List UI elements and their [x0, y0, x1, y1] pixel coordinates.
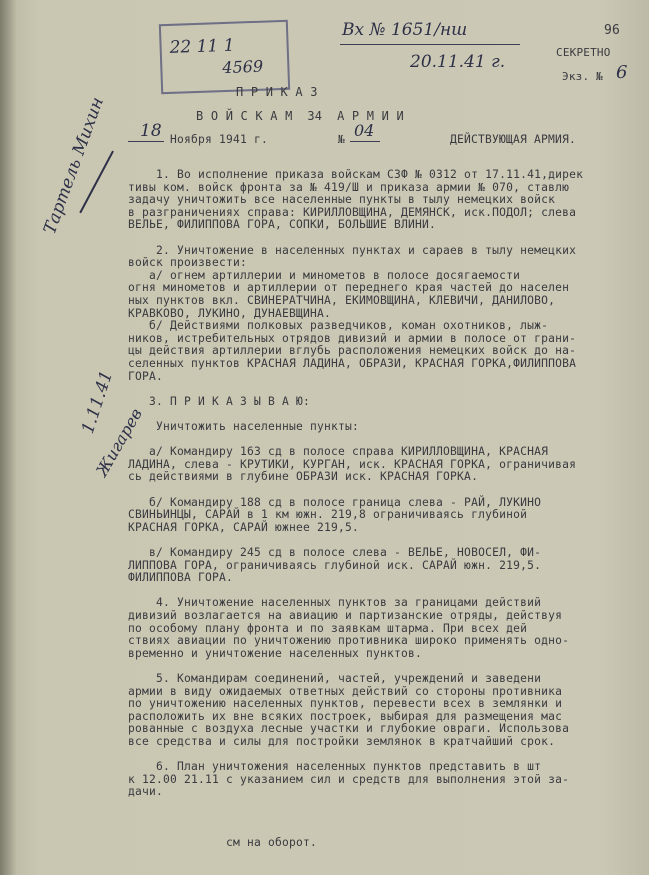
text-line: сь действиями в глубине ОБРАЗИ иск. КРАСНАЯ ГОРКА.: [128, 470, 479, 484]
text-line: армии в виду ожидаемых ответных действий со стороны противника: [128, 684, 563, 698]
text-line: тивы ком. войск фронта за № 419/Ш и приказа армии № 070, ставлю: [128, 180, 570, 194]
text-line: ГОРА.: [128, 369, 164, 383]
text-line: а/ Командиру 163 сд в полосе справа КИРИЛЛОВЩИНА, КРАСНАЯ: [128, 445, 549, 459]
text-line: 5. Командирам соединений, частей, учреждений и заведени: [128, 672, 542, 685]
text-line: см на оборот.: [128, 835, 318, 849]
binding-edge: [0, 0, 16, 875]
text-line: 6. План уничтожения населенных пунктов представить в шт: [128, 760, 542, 774]
copy-label: Экз. №: [562, 70, 603, 83]
text-line: селенных пунктов КРАСНАЯ ЛАДИНА, ОБРАЗИ, КРАСНАЯ ГОРКА,ФИЛИППОВА: [128, 357, 577, 370]
text-line: цы действия артиллерии вглубь расположения немецких войск до на-: [128, 344, 577, 358]
text-line: КРАВКОВО, ЛУКИНО, ДУНАЕВЩИНА.: [128, 306, 332, 320]
text-line: 2. Уничтожение в населенных пунктах и сараев в тылу немецких: [128, 243, 577, 257]
page-number: 96: [604, 23, 621, 38]
incoming-date: 20.11.41 г.: [410, 52, 506, 72]
text-line: КРАСНАЯ ГОРКА, САРАЙ южнее 219,5.: [128, 520, 360, 534]
text-line: дивизий возлагается на авиацию и партизанские отряды, действуя: [128, 609, 563, 622]
document-title: П Р И К А З: [236, 85, 318, 99]
order-month: Ноября 1941 г.: [170, 133, 269, 146]
day-underline: [128, 141, 164, 142]
text-line: СВИНЬИНЦЫ, САРАЙ в 1 км южн. 219,8 ограничиваясь глубиной: [128, 508, 528, 522]
number-underline: [350, 141, 380, 142]
stamp-date: 22 11 1: [169, 35, 235, 58]
copy-number: 6: [616, 62, 628, 83]
text-line: 1. Во исполнение приказа войскам СЗФ № 0312 от 17.11.41,дирек: [128, 168, 584, 181]
text-line: в/ Командиру 245 сд в полосе слева - ВЕЛЬЕ, НОВОСЕЛ, ФИ-: [128, 546, 542, 559]
text-line: ФИЛИППОВА ГОРА.: [128, 571, 234, 585]
text-line: все средства и силы для постройки землянок в кратчайший срок.: [128, 735, 556, 748]
text-line: временно и уничтожение населенных пунктов.: [128, 646, 423, 660]
text-line: рованные с воздуха лесные участки и глубокие овраги. Использова: [128, 722, 570, 736]
text-line: войск произвести:: [128, 256, 248, 270]
text-line: 4. Уничтожение населенных пунктов за границами действий: [128, 596, 542, 610]
text-line: Уничтожить населенные пункты:: [128, 420, 360, 433]
margin-signature-top: Тартель Михин: [40, 94, 109, 237]
margin-signature-bottom: Жигарев: [92, 405, 146, 480]
text-line: задачу уничтожить все населенные пункты в тылу немецких войск: [128, 193, 556, 207]
incoming-number: Вх № 1651/нш: [342, 20, 468, 40]
text-line: б/ Командиру 188 сд в полосе граница слева - РАЙ, ЛУКИНО: [128, 495, 542, 509]
text-line: ЛИППОВА ГОРА, ограничиваясь глубиной иск. САРАЙ южн. 219,5.: [128, 558, 542, 572]
registry-stamp: [159, 20, 290, 94]
text-line: ВЕЛЬЕ, ФИЛИППОВА ГОРА, СОПКИ, БОЛЬШИЕ ВЛИНИ.: [128, 218, 437, 232]
margin-date: 1.11.41: [78, 368, 118, 437]
text-line: к 12.00 21.11 с указанием сил и средств для выполнения этой за-: [128, 772, 570, 786]
incoming-underline: [340, 44, 520, 45]
document-subtitle: В О Й С К А М 34 А Р М И И: [196, 109, 404, 123]
text-line: дачи.: [128, 785, 164, 799]
order-day: 18: [140, 121, 162, 141]
stamp-number: 4569: [222, 56, 264, 78]
text-line: ных пунктов вкл. СВИНЕРАТЧИНА, ЕКИМОВЩИНА, КЛЕВИЧИ, ДАНИЛОВО,: [128, 294, 556, 307]
order-number-label: №: [338, 133, 346, 146]
text-line: по особому плану фронта и по заявкам штарма. При всех дей: [128, 621, 528, 635]
order-number: 04: [354, 121, 375, 140]
classification-label: СЕКРЕТНО: [556, 46, 611, 59]
order-place: ДЕЙСТВУЮЩАЯ АРМИЯ.: [450, 133, 577, 146]
text-line: расположить их вне всяких построек, выбирая для размещения мас: [128, 709, 563, 723]
text-line: по уничтожению населенных пунктов, перевести всех в землянки и: [128, 697, 563, 711]
text-line: ствиях авиации по уничтожению противника широко применять одно-: [128, 634, 570, 648]
text-line: в разграничениях справа: КИРИЛЛОВЩИНА, ДЕМЯНСК, иск.ПОДОЛ; слева: [128, 205, 577, 219]
text-line: огня минометов и артиллерии от переднего края частей до населен: [128, 281, 570, 295]
text-line: б/ Действиями полковых разведчиков, коман охотников, лыж-: [128, 319, 549, 333]
text-line: ников, истребительных отрядов дивизий и армии в полосе от грани-: [128, 331, 577, 345]
text-line: ЛАДИНА, слева - КРУТИКИ, КУРГАН, иск. КРАСНАЯ ГОРКА, ограничивая: [128, 457, 577, 471]
text-line: 3. П Р И К А З Ы В А Ю:: [128, 394, 311, 408]
text-line: а/ огнем артиллерии и минометов в полосе досягаемости: [128, 268, 521, 282]
